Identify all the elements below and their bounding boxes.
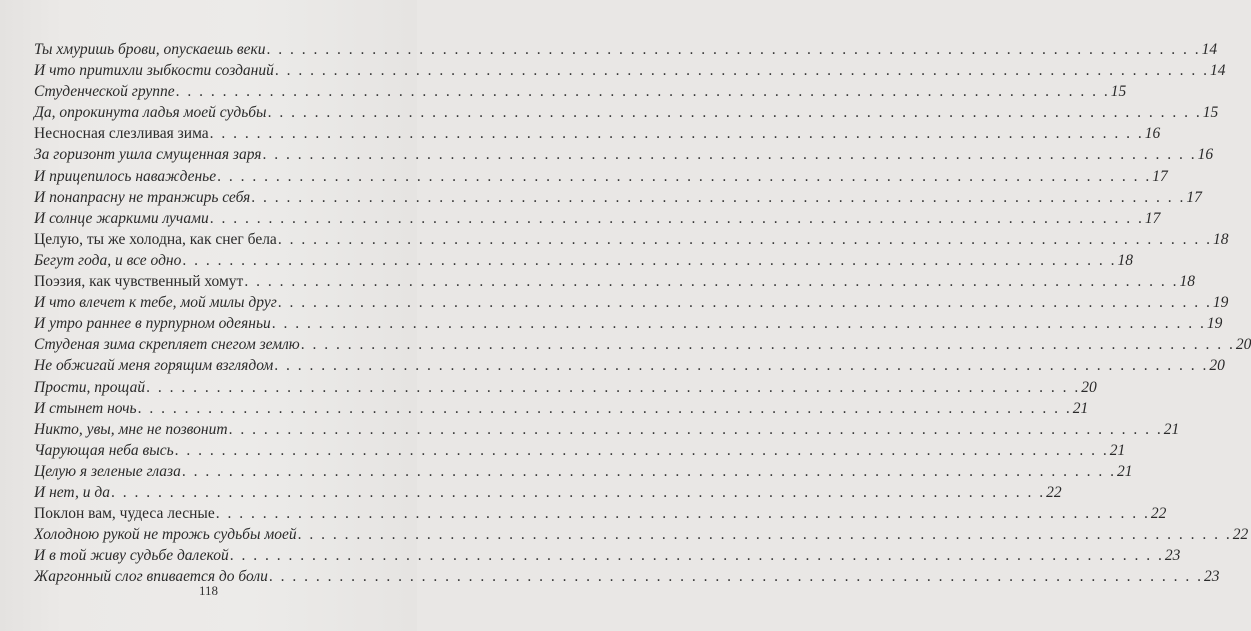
- toc-entry-page: 22: [1046, 483, 1062, 501]
- toc-entry-title: И понапрасну не транжирь себя: [34, 188, 251, 206]
- toc-entry-page: 21: [1116, 462, 1133, 480]
- toc-entry: [34, 440, 1126, 461]
- dot-leader: . . . . . . . . . . . . . . . . . . . . . . . . . . . . . . . . . . . . . . . . . . . . . . . . . . . . . . . . . . . . . . . . . . . . . . . . . . . . . . . .: [209, 209, 1144, 227]
- toc-entry: [34, 377, 1097, 398]
- toc-entry: [34, 355, 1225, 376]
- toc-entry-page: 23: [1203, 568, 1220, 586]
- toc-entry-title: Не обжигай меня горящим взглядом: [34, 357, 274, 375]
- dot-leader: . . . . . . . . . . . . . . . . . . . . . . . . . . . . . . . . . . . . . . . . . . . . . . . . . . . . . . . . . . . . . . . . . . . . . . . . . . . . . . . .: [110, 483, 1046, 501]
- toc-entry-page: 17: [1186, 188, 1202, 206]
- dot-leader: . . . . . . . . . . . . . . . . . . . . . . . . . . . . . . . . . . . . . . . . . . . . . . . . . . . . . . . . . . . . . . . . . . . . . . . . . . . . . . . .: [181, 462, 1116, 480]
- toc-entry-title: Студеная зима скрепляет снегом землю: [34, 336, 300, 354]
- toc-entry-page: 18: [1179, 273, 1195, 291]
- toc-entry: [34, 524, 1249, 545]
- toc-entry: [34, 461, 1133, 482]
- toc-entry-title: Ты хмуришь брови, опускаешь веки: [34, 41, 266, 58]
- toc-entry-page: 15: [1110, 83, 1127, 101]
- toc-entry: [34, 482, 1062, 503]
- toc-entry-title: И что притихли зыбкости созданий: [34, 62, 274, 80]
- dot-leader: . . . . . . . . . . . . . . . . . . . . . . . . . . . . . . . . . . . . . . . . . . . . . . . . . . . . . . . . . . . . . . . . . . . . . . . . . . . . . . . .: [146, 378, 1081, 396]
- toc-entry-page: 15: [1202, 104, 1219, 122]
- toc-entry: [34, 313, 1223, 334]
- dot-leader: . . . . . . . . . . . . . . . . . . . . . . . . . . . . . . . . . . . . . . . . . . . . . . . . . . . . . . . . . . . . . . . . . . . . . . . . . . . . . . . .: [266, 41, 1201, 58]
- toc-entry: [34, 250, 1133, 271]
- toc-entry-title: Несносная слезливая зима: [34, 125, 209, 143]
- toc-entry-page: 22: [1150, 505, 1167, 523]
- toc-entry: [34, 545, 1181, 566]
- toc-entry-title: Студенческой группе: [34, 83, 175, 101]
- dot-leader: . . . . . . . . . . . . . . . . . . . . . . . . . . . . . . . . . . . . . . . . . . . . . . . . . . . . . . . . . . . . . . . . . . . . . . . . . . . . . . . .: [300, 336, 1235, 354]
- toc-entry-title: И в той живу судьбе далекой: [34, 547, 229, 565]
- toc-entry-title: Поклон вам, чудеса лесные: [34, 505, 215, 523]
- toc-entry-page: 16: [1144, 125, 1161, 143]
- dot-leader: . . . . . . . . . . . . . . . . . . . . . . . . . . . . . . . . . . . . . . . . . . . . . . . . . . . . . . . . . . . . . . . . . . . . . . . . . . . . . . . .: [217, 167, 1152, 185]
- dot-leader: . . . . . . . . . . . . . . . . . . . . . . . . . . . . . . . . . . . . . . . . . . . . . . . . . . . . . . . . . . . . . . . . . . . . . . . . . . . . . . . .: [215, 505, 1150, 523]
- toc-entry: [34, 271, 1195, 292]
- toc-entry-page: 21: [1072, 399, 1089, 417]
- toc-entry-title: Прости, прощай: [34, 378, 146, 396]
- dot-leader: . . . . . . . . . . . . . . . . . . . . . . . . . . . . . . . . . . . . . . . . . . . . . . . . . . . . . . . . . . . . . . . . . . . . . . . . . . . . . . . .: [209, 125, 1144, 143]
- dot-leader: . . . . . . . . . . . . . . . . . . . . . . . . . . . . . . . . . . . . . . . . . . . . . . . . . . . . . . . . . . . . . . . . . . . . . . . . . . . . . . . .: [174, 441, 1109, 459]
- toc-entry-title: Жаргонный слог впивается до боли: [34, 568, 268, 586]
- toc-entry-title: За горизонт ушла смущенная заря: [34, 146, 262, 164]
- toc-entry-title: И солнце жаркими лучами: [34, 209, 209, 227]
- dot-leader: . . . . . . . . . . . . . . . . . . . . . . . . . . . . . . . . . . . . . . . . . . . . . . . . . . . . . . . . . . . . . . . . . . . . . . . . . . . . . . . .: [277, 294, 1212, 312]
- toc-entry-page: 20: [1209, 357, 1225, 375]
- toc-entry-title: Целую я зеленые глаза: [34, 462, 181, 480]
- toc-entry: [34, 229, 1229, 250]
- dot-leader: . . . . . . . . . . . . . . . . . . . . . . . . . . . . . . . . . . . . . . . . . . . . . . . . . . . . . . . . . . . . . . . . . . . . . . . . . . . . . . . .: [271, 315, 1206, 333]
- toc-entry-page: 20: [1235, 336, 1251, 354]
- toc-entry-page: 17: [1152, 167, 1168, 185]
- toc-entry-page: 21: [1109, 441, 1126, 459]
- dot-leader: . . . . . . . . . . . . . . . . . . . . . . . . . . . . . . . . . . . . . . . . . . . . . . . . . . . . . . . . . . . . . . . . . . . . . . . . . . . . . . . .: [268, 568, 1203, 586]
- toc-entry-page: 18: [1117, 251, 1133, 269]
- toc-entry: [34, 123, 1161, 144]
- toc-entry-title: И стынет ночь: [34, 399, 137, 417]
- dot-leader: . . . . . . . . . . . . . . . . . . . . . . . . . . . . . . . . . . . . . . . . . . . . . . . . . . . . . . . . . . . . . . . . . . . . . . . . . . . . . . . .: [175, 83, 1110, 101]
- dot-leader: . . . . . . . . . . . . . . . . . . . . . . . . . . . . . . . . . . . . . . . . . . . . . . . . . . . . . . . . . . . . . . . . . . . . . . . . . . . . . . . .: [244, 273, 1179, 291]
- dot-leader: . . . . . . . . . . . . . . . . . . . . . . . . . . . . . . . . . . . . . . . . . . . . . . . . . . . . . . . . . . . . . . . . . . . . . . . . . . . . . . . .: [229, 547, 1164, 565]
- toc-entry: [34, 102, 1219, 123]
- toc-entry-title: Целую, ты же холодна, как снег бела: [34, 230, 277, 248]
- toc-entry-page: 20: [1081, 378, 1097, 396]
- toc-entry: [34, 398, 1089, 419]
- dot-leader: . . . . . . . . . . . . . . . . . . . . . . . . . . . . . . . . . . . . . . . . . . . . . . . . . . . . . . . . . . . . . . . . . . . . . . . . . . . . . . . .: [182, 251, 1117, 269]
- toc-entry-title: И что влечет к тебе, мой милы друг: [34, 294, 277, 312]
- toc-entry-title: И нет, и да: [34, 483, 110, 501]
- dot-leader: . . . . . . . . . . . . . . . . . . . . . . . . . . . . . . . . . . . . . . . . . . . . . . . . . . . . . . . . . . . . . . . . . . . . . . . . . . . . . . . .: [251, 188, 1186, 206]
- toc-entry-page: 14: [1209, 62, 1226, 80]
- toc-entry-page: 16: [1197, 146, 1214, 164]
- toc-entry: [34, 81, 1127, 102]
- dot-leader: . . . . . . . . . . . . . . . . . . . . . . . . . . . . . . . . . . . . . . . . . . . . . . . . . . . . . . . . . . . . . . . . . . . . . . . . . . . . . . . .: [277, 230, 1212, 248]
- toc-entry-title: Да, опрокинута ладья моей судьбы: [34, 104, 267, 122]
- toc-entry: [34, 166, 1168, 187]
- toc-entry-title: И утро раннее в пурпурном одеяньи: [34, 315, 271, 333]
- toc-entry-title: Холодною рукой не трожь судьбы моей: [34, 526, 297, 544]
- toc-entry-title: Бегут года, и все одно: [34, 251, 182, 269]
- toc-entry-page: 21: [1163, 420, 1180, 438]
- toc-entry-title: И прицепилось наважденье: [34, 167, 217, 185]
- dot-leader: . . . . . . . . . . . . . . . . . . . . . . . . . . . . . . . . . . . . . . . . . . . . . . . . . . . . . . . . . . . . . . . . . . . . . . . . . . . . . . . .: [262, 146, 1197, 164]
- toc-entry-page: 19: [1212, 294, 1229, 312]
- toc-entry-page: 14: [1201, 41, 1218, 58]
- toc-entry: [34, 292, 1229, 313]
- toc-entry-title: Поэзия, как чувственный хомут: [34, 273, 244, 291]
- toc-entry-title: Чарующая неба высь: [34, 441, 174, 459]
- toc-entry-page: 18: [1212, 230, 1229, 248]
- dot-leader: . . . . . . . . . . . . . . . . . . . . . . . . . . . . . . . . . . . . . . . . . . . . . . . . . . . . . . . . . . . . . . . . . . . . . . . . . . . . . . . .: [274, 357, 1209, 375]
- toc-entry: [34, 187, 1202, 208]
- toc-entry: [34, 334, 1251, 355]
- toc-entry-page: 22: [1232, 526, 1249, 544]
- dot-leader: . . . . . . . . . . . . . . . . . . . . . . . . . . . . . . . . . . . . . . . . . . . . . . . . . . . . . . . . . . . . . . . . . . . . . . . . . . . . . . . .: [228, 420, 1163, 438]
- toc-entry-page: 19: [1206, 315, 1223, 333]
- table-of-contents: [34, 39, 1251, 587]
- dot-leader: . . . . . . . . . . . . . . . . . . . . . . . . . . . . . . . . . . . . . . . . . . . . . . . . . . . . . . . . . . . . . . . . . . . . . . . . . . . . . . . .: [297, 526, 1232, 544]
- toc-entry: [34, 144, 1214, 165]
- toc-entry: [34, 60, 1226, 81]
- page-number: 118: [198, 583, 219, 598]
- toc-entry-page: 23: [1164, 547, 1181, 565]
- toc-entry: [34, 503, 1167, 524]
- dot-leader: . . . . . . . . . . . . . . . . . . . . . . . . . . . . . . . . . . . . . . . . . . . . . . . . . . . . . . . . . . . . . . . . . . . . . . . . . . . . . . . .: [274, 62, 1209, 80]
- toc-entry-title: Никто, увы, мне не позвонит: [34, 420, 228, 438]
- dot-leader: . . . . . . . . . . . . . . . . . . . . . . . . . . . . . . . . . . . . . . . . . . . . . . . . . . . . . . . . . . . . . . . . . . . . . . . . . . . . . . . .: [137, 399, 1072, 417]
- toc-entry: [34, 39, 1218, 60]
- dot-leader: . . . . . . . . . . . . . . . . . . . . . . . . . . . . . . . . . . . . . . . . . . . . . . . . . . . . . . . . . . . . . . . . . . . . . . . . . . . . . . . .: [267, 104, 1202, 122]
- toc-entry: [34, 208, 1161, 229]
- toc-entry-page: 17: [1144, 209, 1161, 227]
- toc-entry: [34, 419, 1180, 440]
